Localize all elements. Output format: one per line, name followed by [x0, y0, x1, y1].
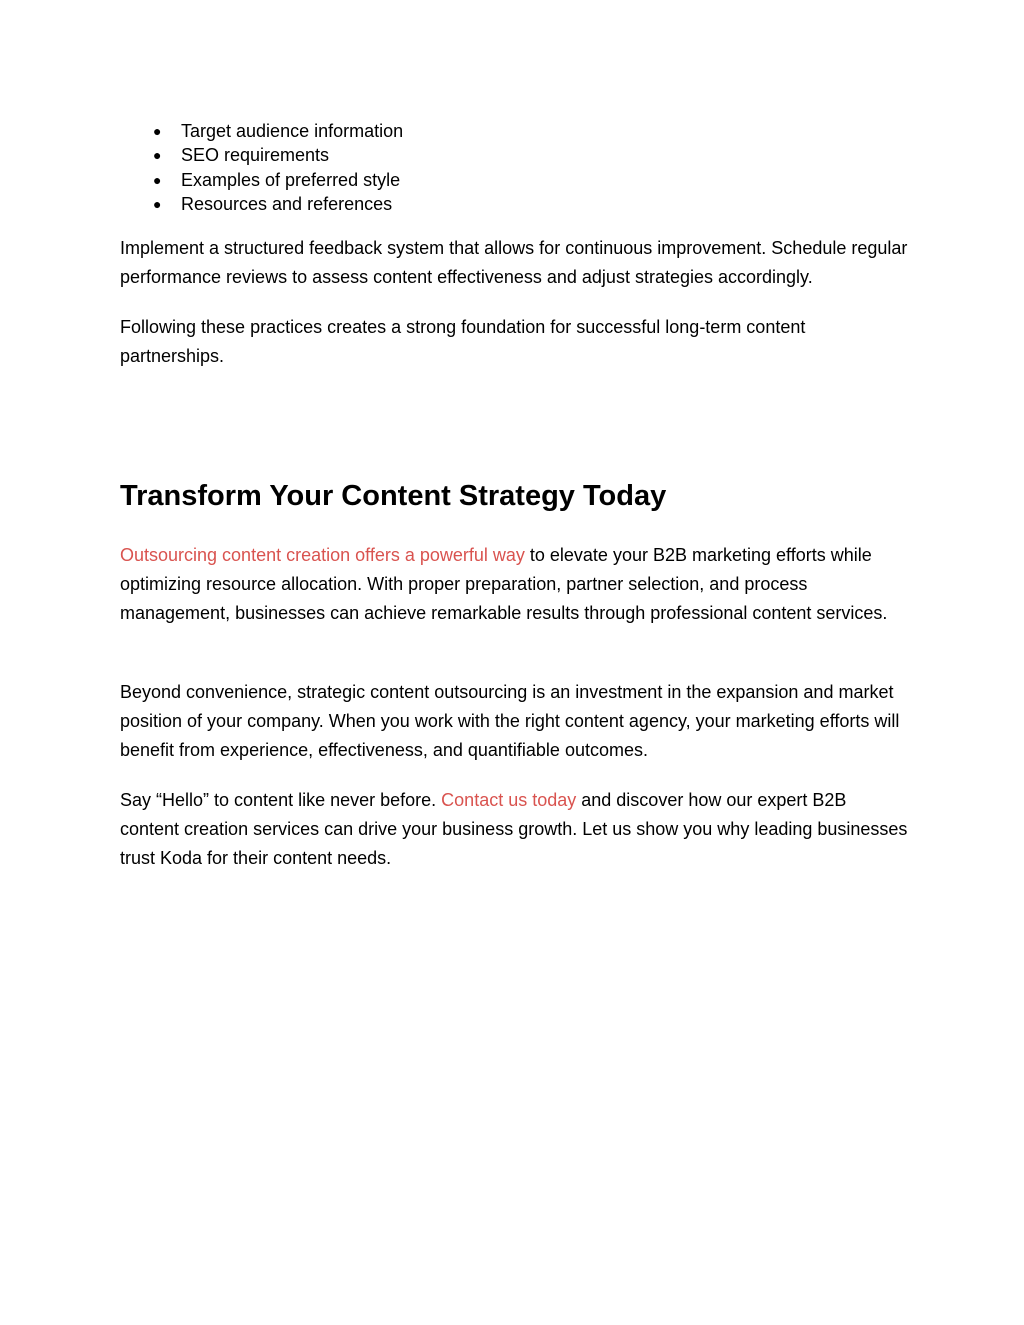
list-item [120, 168, 403, 192]
outsourcing-link[interactable]: Outsourcing content creation offers a powerful way [120, 545, 525, 565]
contact-us-link[interactable]: Contact us today [441, 790, 577, 810]
feedback-paragraph: Implement a structured feedback system that allows for continuous improvement. Schedule regular performance reviews to assess content effectiveness and adjust strategies accordingly. [120, 238, 908, 288]
list-item-text: SEO requirements [181, 145, 330, 166]
list-item [120, 192, 403, 216]
section-heading: Transform Your Content Strategy Today [120, 480, 667, 512]
list-item-text: Resources and references [181, 193, 393, 214]
bullet-icon: ● [153, 147, 162, 164]
bullet-icon: ● [153, 195, 162, 212]
cta-paragraph-lead: Say “Hello” to content like never before. [120, 790, 442, 810]
requirements-list [120, 119, 403, 216]
bullet-icon: ● [153, 171, 162, 188]
cta-paragraph [120, 786, 910, 874]
list-item [120, 119, 403, 143]
cta-paragraph-rest: and discover how our expert B2B content creation services can drive your business growth. Let us show you why leading businesses trust Koda for their content needs. [120, 790, 908, 869]
intro-paragraph-text: to elevate your B2B marketing efforts while optimizing resource allocation. With proper preparation, partner selection, and process management, businesses can achieve remarkable results through professional content services. [120, 545, 888, 624]
list-item [120, 143, 403, 167]
list-item-text: Examples of preferred style [181, 169, 401, 190]
foundation-paragraph: Following these practices creates a strong foundation for successful long-term content partnerships. [120, 317, 806, 367]
intro-paragraph [120, 541, 910, 629]
list-item-text: Target audience information [181, 121, 404, 141]
beyond-paragraph: Beyond convenience, strategic content outsourcing is an investment in the expansion and market position of your company. When you work with the right content agency, your marketing efforts will benefit from experience, effectiveness, and quantifiable outcomes. [120, 682, 900, 761]
bullet-icon: ● [153, 123, 162, 139]
